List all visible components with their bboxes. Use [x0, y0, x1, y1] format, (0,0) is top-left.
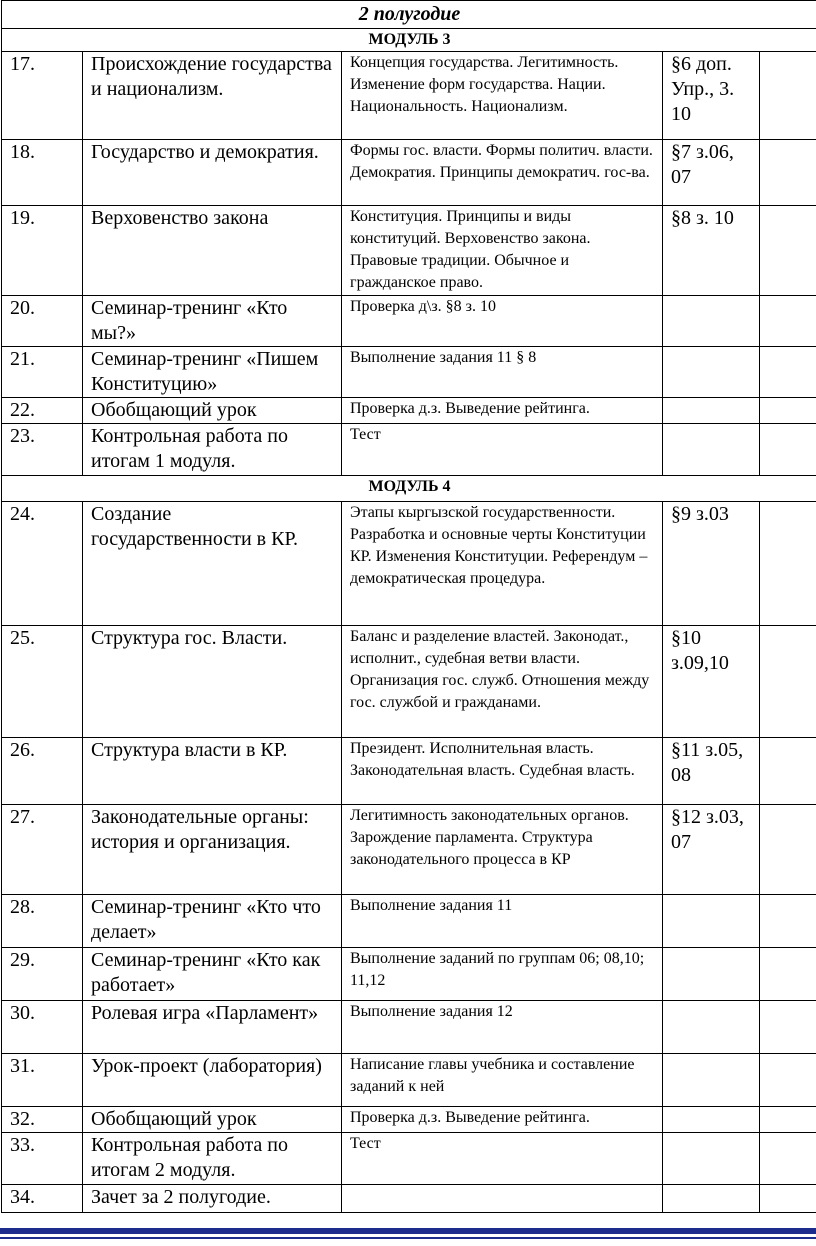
lesson-number: 23. [2, 424, 83, 476]
footer-bar [0, 1228, 816, 1234]
lesson-number: 25. [2, 626, 83, 738]
lesson-topic: Ролевая игра «Парламент» [83, 1001, 342, 1054]
lesson-topic: Семинар-тренинг «Пишем Конституцию» [83, 347, 342, 398]
lesson-extra [760, 296, 816, 347]
lesson-number: 29. [2, 948, 83, 1001]
lesson-extra [760, 1054, 816, 1107]
lesson-content: Баланс и разделение властей. Законодат., исполнит., судебная ветви власти. Организация гос. служб. Отношения между гос. службой и гражданами. [342, 626, 663, 738]
lesson-extra [760, 52, 816, 140]
half-year-title: 2 полугодие [2, 1, 816, 29]
lesson-row [2, 1133, 816, 1185]
lesson-number: 31. [2, 1054, 83, 1107]
lesson-topic: Государство и демократия. [83, 140, 342, 206]
lesson-homework [663, 1001, 760, 1054]
lesson-content: Проверка д\з. §8 з. 10 [342, 296, 663, 347]
lesson-homework [663, 398, 760, 424]
lesson-content: Концепция государства. Легитимность. Изменение форм государства. Нации. Национальность. Национализм. [342, 52, 663, 140]
lesson-row [2, 206, 816, 296]
lesson-topic: Создание государственности в КР. [83, 502, 342, 626]
lesson-extra [760, 626, 816, 738]
lesson-topic: Контрольная работа по итогам 2 модуля. [83, 1133, 342, 1185]
lesson-extra [760, 1001, 816, 1054]
lesson-homework: §7 з.06, 07 [663, 140, 760, 206]
lesson-homework [663, 1185, 760, 1213]
lesson-extra [760, 347, 816, 398]
lesson-topic: Урок-проект (лаборатория) [83, 1054, 342, 1107]
module-4-row [2, 476, 816, 502]
lesson-homework [663, 1133, 760, 1185]
lesson-topic: Семинар-тренинг «Кто как работает» [83, 948, 342, 1001]
lesson-number: 27. [2, 805, 83, 895]
lesson-content: Конституция. Принципы и виды конституций. Верховенство закона. Правовые традиции. Обычное и гражданское право. [342, 206, 663, 296]
lesson-content: Президент. Исполнительная власть. Законодательная власть. Судебная власть. [342, 738, 663, 805]
lesson-extra [760, 502, 816, 626]
lesson-row [2, 52, 816, 140]
lesson-number: 34. [2, 1185, 83, 1213]
lesson-row [2, 895, 816, 948]
module-3-row [2, 29, 816, 52]
lesson-row [2, 1185, 816, 1213]
lesson-row [2, 398, 816, 424]
lesson-content: Проверка д.з. Выведение рейтинга. [342, 1107, 663, 1133]
lesson-topic: Семинар-тренинг «Кто что делает» [83, 895, 342, 948]
lesson-topic: Обобщающий урок [83, 1107, 342, 1133]
lesson-content: Формы гос. власти. Формы политич. власти. Демократия. Принципы демократич. гос-ва. [342, 140, 663, 206]
lesson-extra [760, 1107, 816, 1133]
lesson-homework: §9 з.03 [663, 502, 760, 626]
lesson-content: Проверка д.з. Выведение рейтинга. [342, 398, 663, 424]
lesson-number: 26. [2, 738, 83, 805]
lesson-topic: Контрольная работа по итогам 1 модуля. [83, 424, 342, 476]
lesson-row [2, 347, 816, 398]
lesson-homework [663, 347, 760, 398]
lesson-homework: §12 з.03, 07 [663, 805, 760, 895]
footer-line [0, 1237, 816, 1239]
lesson-extra [760, 895, 816, 948]
lesson-number: 18. [2, 140, 83, 206]
lesson-content: Этапы кыргызской государственности. Разработка и основные черты Конституции КР. Изменения Конституции. Референдум – демократическая процедура. [342, 502, 663, 626]
lesson-topic: Семинар-тренинг «Кто мы?» [83, 296, 342, 347]
lesson-extra [760, 738, 816, 805]
lesson-number: 28. [2, 895, 83, 948]
lesson-homework [663, 296, 760, 347]
curriculum-table [1, 0, 816, 1213]
lesson-row [2, 140, 816, 206]
lesson-homework [663, 1107, 760, 1133]
lesson-row [2, 1054, 816, 1107]
lesson-row [2, 738, 816, 805]
lesson-topic: Происхождение государства и национализм. [83, 52, 342, 140]
lesson-topic: Обобщающий урок [83, 398, 342, 424]
lesson-extra [760, 424, 816, 476]
lesson-homework: §8 з. 10 [663, 206, 760, 296]
lesson-content: Тест [342, 424, 663, 476]
lesson-content: Выполнение задания 11 [342, 895, 663, 948]
lesson-row [2, 1107, 816, 1133]
lesson-row [2, 948, 816, 1001]
lesson-content: Выполнение задания 12 [342, 1001, 663, 1054]
lesson-number: 17. [2, 52, 83, 140]
lesson-number: 21. [2, 347, 83, 398]
lesson-topic: Структура власти в КР. [83, 738, 342, 805]
module-3-title: МОДУЛЬ 3 [2, 29, 816, 52]
lesson-content: Выполнение заданий по группам 06; 08,10; 11,12 [342, 948, 663, 1001]
lesson-homework [663, 895, 760, 948]
lesson-number: 33. [2, 1133, 83, 1185]
lesson-content: Написание главы учебника и составление заданий к ней [342, 1054, 663, 1107]
lesson-content [342, 1185, 663, 1213]
lesson-content: Тест [342, 1133, 663, 1185]
lesson-extra [760, 805, 816, 895]
half-year-row [2, 1, 816, 29]
module-4-title: МОДУЛЬ 4 [2, 476, 816, 502]
lesson-row [2, 296, 816, 347]
lesson-extra [760, 140, 816, 206]
curriculum-table-body [2, 1, 816, 1213]
lesson-homework [663, 948, 760, 1001]
lesson-extra [760, 398, 816, 424]
lesson-homework [663, 1054, 760, 1107]
lesson-topic: Структура гос. Власти. [83, 626, 342, 738]
lesson-extra [760, 1185, 816, 1213]
lesson-extra [760, 1133, 816, 1185]
lesson-number: 20. [2, 296, 83, 347]
lesson-number: 22. [2, 398, 83, 424]
lesson-number: 24. [2, 502, 83, 626]
lesson-content: Легитимность законодательных органов. Зарождение парламента. Структура законодательного процесса в КР [342, 805, 663, 895]
lesson-topic: Верховенство закона [83, 206, 342, 296]
lesson-topic: Зачет за 2 полугодие. [83, 1185, 342, 1213]
lesson-number: 32. [2, 1107, 83, 1133]
lesson-homework: §6 доп. Упр., 3. 10 [663, 52, 760, 140]
lesson-row [2, 1001, 816, 1054]
lesson-number: 19. [2, 206, 83, 296]
lesson-homework: §11 з.05, 08 [663, 738, 760, 805]
lesson-homework: §10 з.09,10 [663, 626, 760, 738]
lesson-content: Выполнение задания 11 § 8 [342, 347, 663, 398]
lesson-extra [760, 948, 816, 1001]
lesson-number: 30. [2, 1001, 83, 1054]
lesson-row [2, 502, 816, 626]
lesson-row [2, 424, 816, 476]
lesson-row [2, 805, 816, 895]
lesson-homework [663, 424, 760, 476]
lesson-extra [760, 206, 816, 296]
lesson-row [2, 626, 816, 738]
lesson-topic: Законодательные органы: история и организация. [83, 805, 342, 895]
